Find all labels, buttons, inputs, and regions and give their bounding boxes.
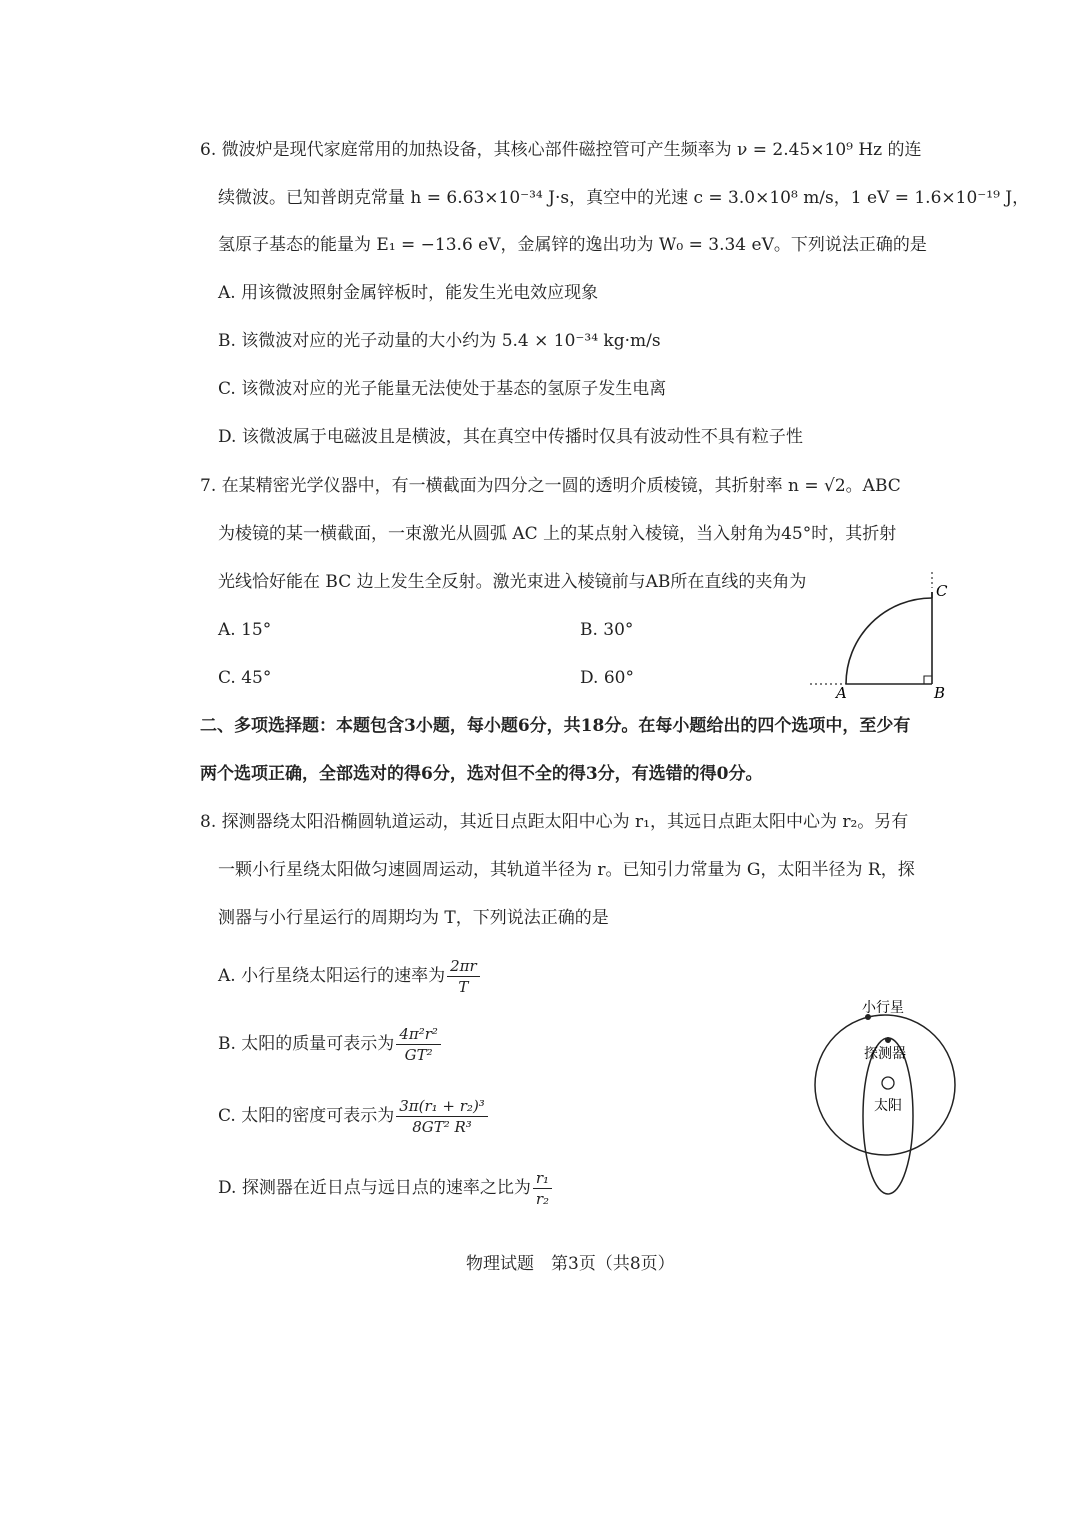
q7-prism-figure <box>800 572 960 702</box>
q6-option-c: C. 该微波对应的光子能量无法使处于基态的氢原子发生电离 <box>218 379 667 399</box>
q8-option-c-fraction <box>396 1097 488 1136</box>
q8-option-a-fraction <box>447 957 480 996</box>
q8-option-b-denominator: GT² <box>404 1046 433 1064</box>
q8-stem-line1: 8. 探测器绕太阳沿椭圆轨道运动，其近日点距太阳中心为 r₁，其远日点距太阳中心为 r₂。另有 <box>200 812 909 832</box>
q8-option-a-text: A. 小行星绕太阳运行的速率为 <box>218 966 446 986</box>
q7-label-c: C <box>936 582 948 600</box>
q8-option-d-denominator: r₂ <box>535 1190 550 1208</box>
page-footer: 物理试题 第3页（共8页） <box>466 1254 675 1274</box>
q8-option-a <box>218 954 480 998</box>
probe-dot <box>885 1037 891 1043</box>
q8-stem-line3: 测器与小行星运行的周期均为 T，下列说法正确的是 <box>218 908 609 928</box>
q6-option-d: D. 该微波属于电磁波且是横波，其在真空中传播时仅具有波动性不具有粒子性 <box>218 427 803 447</box>
section2-heading-line1: 二、多项选择题：本题包含3小题，每小题6分，共18分。在每小题给出的四个选项中，至少有 <box>200 716 911 736</box>
q8-option-b-fraction <box>396 1025 441 1064</box>
q7-option-d: D. 60° <box>580 668 634 688</box>
q8-option-c <box>218 1094 488 1138</box>
q8-option-c-text: C. 太阳的密度可表示为 <box>218 1106 395 1126</box>
q8-option-c-denominator: 8GT² R³ <box>412 1118 472 1136</box>
q8-option-d-text: D. 探测器在近日点与远日点的速率之比为 <box>218 1178 531 1198</box>
q8-label-planet: 小行星 <box>862 1000 904 1016</box>
q8-option-b-text: B. 太阳的质量可表示为 <box>218 1034 395 1054</box>
q8-option-a-numerator: 2πr <box>447 957 480 977</box>
q8-orbit-figure <box>800 990 970 1205</box>
q8-option-b-numerator: 4π²r² <box>396 1025 441 1045</box>
q6-stem-line2: 续微波。已知普朗克常量 h = 6.63×10⁻³⁴ J·s，真空中的光速 c = 3.0×10⁸ m/s，1 eV = 1.6×10⁻¹⁹ J， <box>218 188 1030 208</box>
q8-option-b <box>218 1022 441 1066</box>
q7-stem-line1: 7. 在某精密光学仪器中，有一横截面为四分之一圆的透明介质棱镜，其折射率 n = √2。ABC <box>200 476 901 496</box>
q7-option-c: C. 45° <box>218 668 272 688</box>
sun-icon <box>882 1077 894 1089</box>
q6-option-b: B. 该微波对应的光子动量的大小约为 5.4 × 10⁻³⁴ kg·m/s <box>218 331 661 351</box>
q8-option-c-numerator: 3π(r₁ + r₂)³ <box>396 1097 488 1117</box>
q8-option-a-denominator: T <box>458 978 469 996</box>
q7-stem-line3: 光线恰好能在 BC 边上发生全反射。激光束进入棱镜前与AB所在直线的夹角为 <box>218 572 807 592</box>
q6-stem-line3: 氢原子基态的能量为 E₁ = −13.6 eV，金属锌的逸出功为 W₀ = 3.34 eV。下列说法正确的是 <box>218 235 927 255</box>
q8-option-d <box>218 1166 552 1210</box>
q6-option-a: A. 用该微波照射金属锌板时，能发生光电效应现象 <box>218 283 599 303</box>
q8-option-d-numerator: r₁ <box>533 1169 552 1189</box>
q6-stem-line1: 6. 微波炉是现代家庭常用的加热设备，其核心部件磁控管可产生频率为 ν = 2.45×10⁹ Hz 的连 <box>200 140 922 160</box>
q8-label-probe: 探测器 <box>864 1046 906 1062</box>
q7-label-a: A <box>836 684 847 702</box>
q8-option-d-fraction <box>533 1169 552 1208</box>
q7-stem-line2: 为棱镜的某一横截面，一束激光从圆弧 AC 上的某点射入棱镜，当入射角为45°时，其折射 <box>218 524 897 544</box>
q7-label-b: B <box>934 684 946 702</box>
q7-option-b: B. 30° <box>580 620 634 640</box>
q7-option-a: A. 15° <box>218 620 272 640</box>
section2-heading-line2: 两个选项正确，全部选对的得6分，选对但不全的得3分，有选错的得0分。 <box>200 764 763 784</box>
q8-label-sun: 太阳 <box>874 1098 902 1114</box>
q8-stem-line2: 一颗小行星绕太阳做匀速圆周运动，其轨道半径为 r。已知引力常量为 G，太阳半径为 R，探 <box>218 860 915 880</box>
